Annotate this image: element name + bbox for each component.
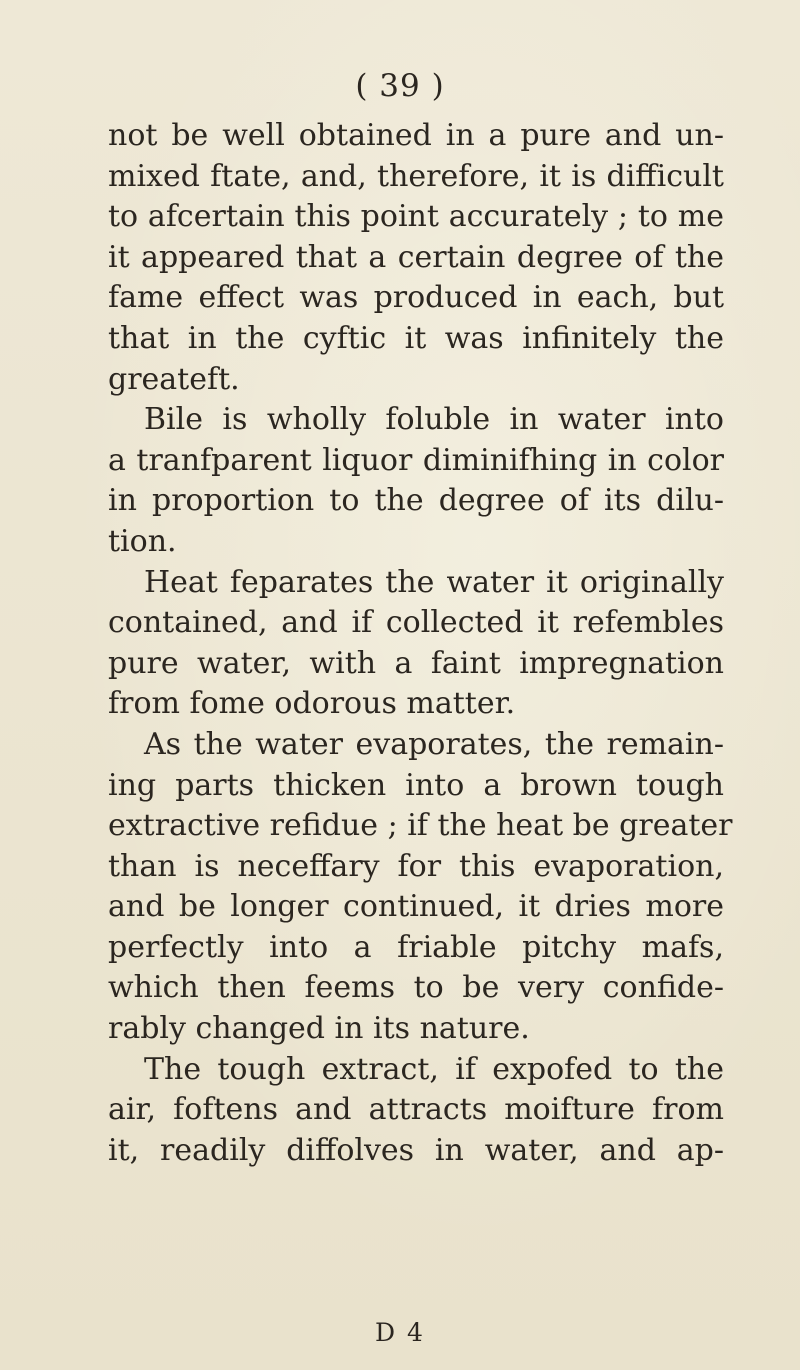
- text-line: air, foftens and attracts moifture from: [108, 1092, 724, 1128]
- text-line: greateft.: [108, 361, 240, 397]
- text-line: it, readily diffolves in water, and ap-: [108, 1132, 724, 1168]
- page-number: ( 39 ): [355, 68, 445, 104]
- text-line: to afcertain this point accurately ; to me: [108, 199, 724, 235]
- text-line: in proportion to the degree of its dilu-: [108, 483, 724, 519]
- text-line: rably changed in its nature.: [108, 1011, 530, 1047]
- text-line: pure water, with a faint impregnation: [108, 645, 724, 681]
- text-line: that in the cyftic it was infinitely the: [108, 320, 724, 356]
- text-line: mixed ftate, and, therefore, it is difficult: [108, 158, 724, 194]
- text-line: extractive refidue ; if the heat be greater: [108, 808, 733, 844]
- text-line: not be well obtained in a pure and un-: [108, 118, 724, 153]
- paragraph-start-line: As the water evaporates, the remain-: [144, 726, 724, 762]
- text-line: than is neceffary for this evaporation,: [108, 848, 724, 884]
- text-line: fame effect was produced in each, but: [108, 280, 724, 316]
- text-line: contained, and if collected it refembles: [108, 605, 724, 641]
- paragraph-start-line: The tough extract, if expofed to the: [144, 1051, 724, 1087]
- body-text: [108, 116, 733, 1171]
- paragraph-start-line: Heat feparates the water it originally: [144, 564, 724, 600]
- text-line: it appeared that a certain degree of the: [108, 239, 724, 275]
- signature-mark: D 4: [375, 1318, 425, 1347]
- text-line: tion.: [108, 523, 177, 559]
- text-line: perfectly into a friable pitchy mafs,: [108, 929, 724, 965]
- text-line: ing parts thicken into a brown tough: [108, 767, 724, 803]
- paragraph-start-line: Bile is wholly foluble in water into: [144, 402, 724, 438]
- text-line: a tranfparent liquor diminifhing in color: [108, 442, 724, 478]
- text-line: and be longer continued, it dries more: [108, 889, 724, 925]
- text-line: which then feems to be very confide-: [108, 970, 724, 1006]
- text-line: from fome odorous matter.: [108, 686, 516, 722]
